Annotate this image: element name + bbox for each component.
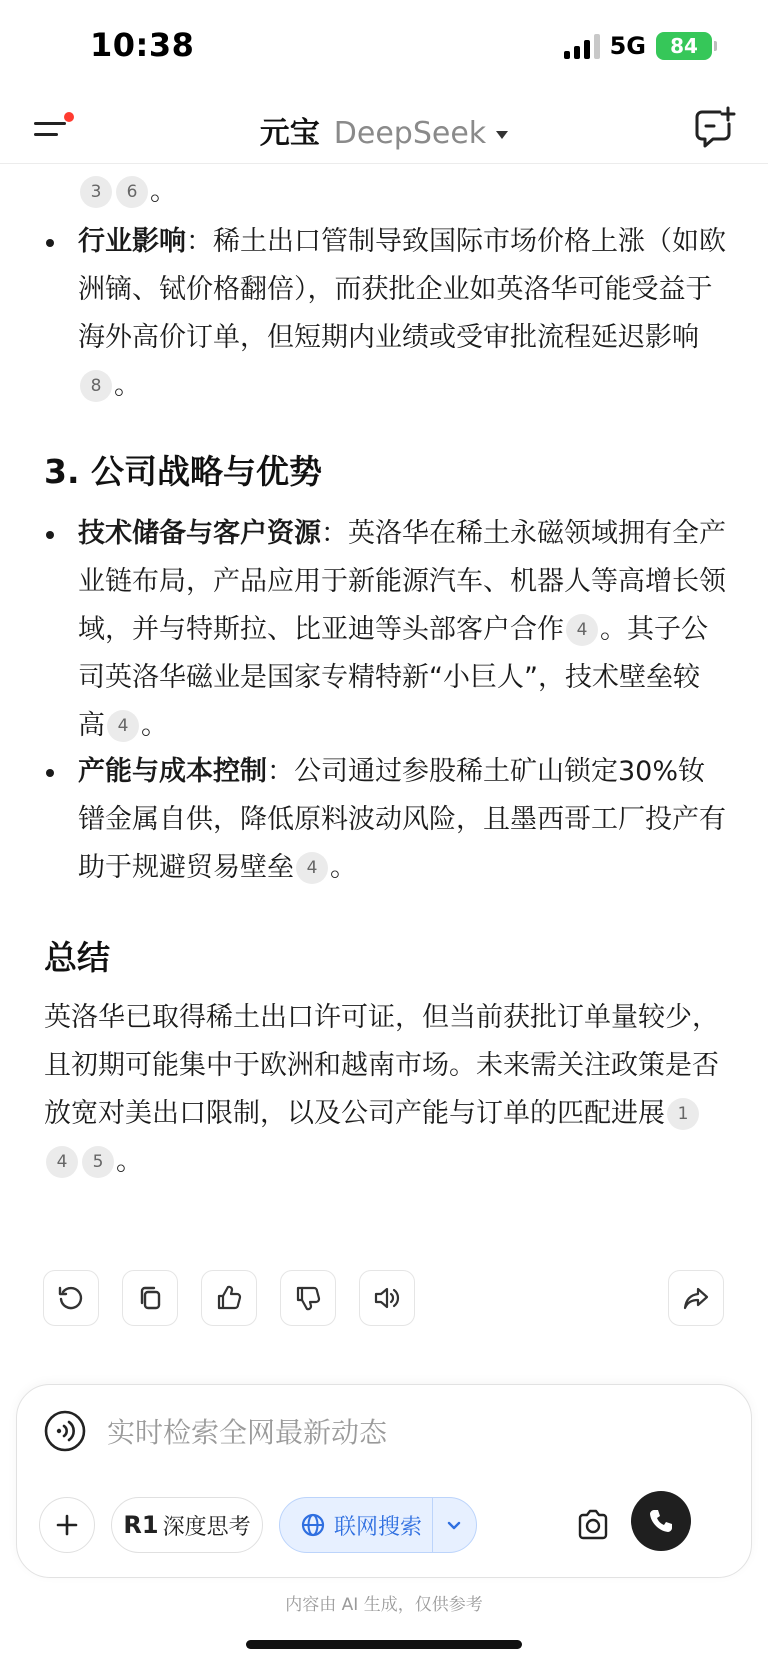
chat-input-panel <box>16 1384 752 1578</box>
section-heading: 3. 公司战略与优势 <box>44 452 322 491</box>
chat-content <box>0 140 768 1370</box>
list-item-capacity <box>46 748 726 892</box>
model-name: DeepSeek <box>333 116 487 151</box>
citation-badge[interactable]: 8 <box>80 370 112 402</box>
prompt-input[interactable] <box>107 1411 687 1453</box>
list-item-tech <box>46 510 726 750</box>
previous-item-tail <box>46 168 726 216</box>
camera-icon <box>574 1506 612 1544</box>
citation-badge[interactable]: 4 <box>296 852 328 884</box>
r1-label: R1 <box>123 1511 159 1539</box>
read-aloud-button[interactable] <box>359 1270 415 1326</box>
item-text: ：稀土出口管制导致国际市场价格上涨（如欧洲镝、铽价格翻倍），而获批企业如英洛华可能受益于海外高价订单，但短期内业绩或受审批流程延迟影响 <box>78 226 726 353</box>
thumbs-down-icon <box>293 1283 323 1313</box>
share-button[interactable] <box>668 1270 724 1326</box>
refresh-icon <box>56 1283 86 1313</box>
speaker-icon <box>372 1283 402 1313</box>
chip-divider <box>432 1498 433 1552</box>
regenerate-button[interactable] <box>43 1270 99 1326</box>
network-type: 5G <box>609 32 646 60</box>
new-chat-icon <box>690 104 738 152</box>
thumbs-up-icon <box>214 1283 244 1313</box>
like-button[interactable] <box>201 1270 257 1326</box>
bullet-dot <box>46 769 54 777</box>
voice-wave-icon <box>43 1409 87 1453</box>
top-nav <box>0 92 768 164</box>
citation-badge[interactable]: 6 <box>116 176 148 208</box>
copy-icon <box>135 1283 165 1313</box>
phone-icon <box>646 1506 676 1536</box>
voice-input-button[interactable] <box>43 1409 87 1453</box>
period: 。 <box>141 710 168 741</box>
citation-badge[interactable]: 4 <box>107 710 139 742</box>
summary-text: 英洛华已取得稀土出口许可证，但当前获批订单量较少，且初期可能集中于欧洲和越南市场。未来需关注政策是否放宽对美出口限制，以及公司产能与订单的匹配进展 <box>44 1002 719 1129</box>
model-switcher[interactable] <box>0 108 768 152</box>
citation-badge[interactable]: 4 <box>46 1146 78 1178</box>
battery-level: 84 <box>670 34 698 58</box>
period: 。 <box>114 370 141 401</box>
item-text: ：英洛华在稀土永磁领域拥有全产业链布局，产品应用于新能源汽车、机器人等高增长领域，并与特斯拉、比亚迪等头部客户合作 <box>78 518 726 645</box>
chevron-down-icon[interactable] <box>444 1516 464 1536</box>
caret-down-icon <box>496 131 508 139</box>
dislike-button[interactable] <box>280 1270 336 1326</box>
list-item-industry <box>46 218 726 410</box>
item-text: 。其子公司英洛华磁业是国家专精特新“小巨人”，技术壁垒较高 <box>78 614 708 741</box>
globe-icon <box>300 1512 326 1538</box>
citation-badge[interactable]: 3 <box>80 176 112 208</box>
ai-disclaimer: 内容由 AI 生成，仅供参考 <box>285 1595 483 1615</box>
copy-button[interactable] <box>122 1270 178 1326</box>
summary-heading: 总结 <box>44 938 110 977</box>
message-actions <box>0 1270 768 1330</box>
period: 。 <box>116 1146 143 1177</box>
signal-icon <box>564 33 600 59</box>
new-chat-button[interactable] <box>690 104 738 152</box>
period: 。 <box>150 176 177 207</box>
bullet-dot <box>46 239 54 247</box>
share-icon <box>681 1283 711 1313</box>
status-bar <box>0 0 768 92</box>
plus-icon <box>54 1512 80 1538</box>
item-text: ：公司通过参股稀土矿山锁定30%钕镨金属自供，降低原料波动风险，且墨西哥工厂投产有助于规避贸易壁垒 <box>78 756 726 883</box>
status-time: 10:38 <box>90 26 195 64</box>
web-search-toggle[interactable] <box>279 1497 477 1553</box>
deep-think-toggle[interactable] <box>111 1497 263 1553</box>
deep-think-label: 深度思考 <box>162 1514 251 1540</box>
citation-badge[interactable]: 5 <box>82 1146 114 1178</box>
camera-button[interactable] <box>565 1497 621 1553</box>
attach-button[interactable] <box>39 1497 95 1553</box>
app-name: 元宝 <box>259 116 320 151</box>
home-indicator[interactable] <box>246 1640 522 1649</box>
summary-paragraph <box>44 994 734 1186</box>
bullet-dot <box>46 531 54 539</box>
citation-badge[interactable]: 4 <box>566 614 598 646</box>
item-title: 技术储备与客户资源 <box>78 518 321 549</box>
item-title: 行业影响 <box>78 226 186 257</box>
citation-badge[interactable]: 1 <box>667 1098 699 1130</box>
battery-icon <box>656 32 712 60</box>
item-title: 产能与成本控制 <box>78 756 267 787</box>
voice-call-button[interactable] <box>631 1491 691 1551</box>
web-search-label: 联网搜索 <box>334 1514 423 1540</box>
status-indicators <box>564 32 712 60</box>
period: 。 <box>330 852 357 883</box>
